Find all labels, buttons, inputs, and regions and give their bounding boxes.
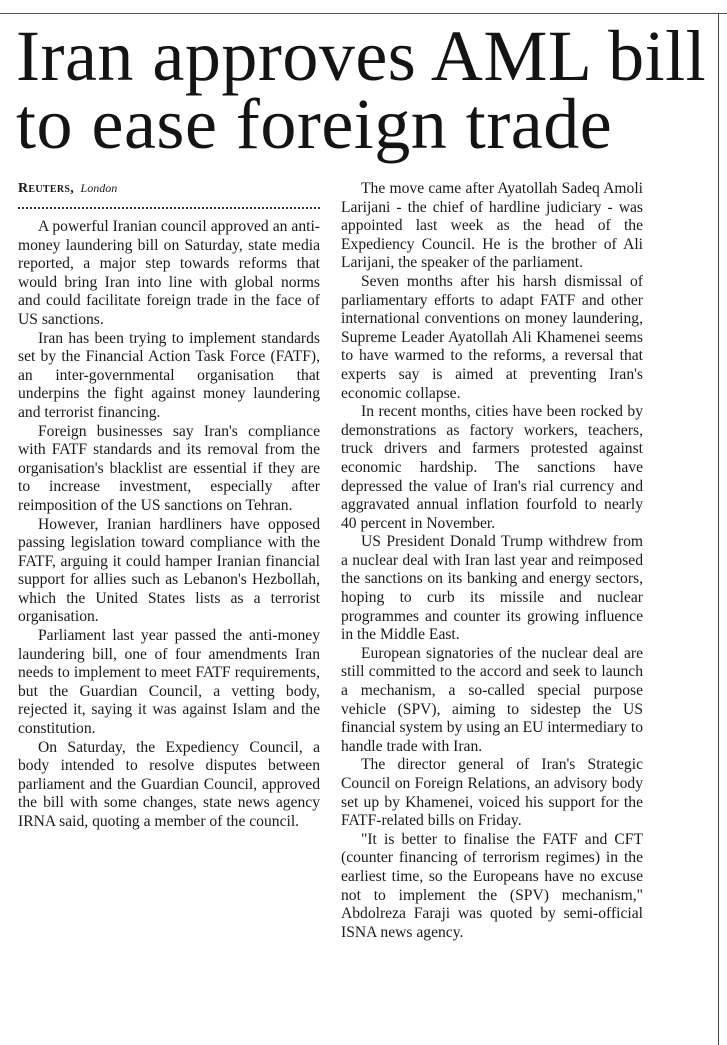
paragraph: In recent months, cities have been rocked by demonstrations as factory workers, teachers, truck drivers and farmers protested against economic hardship. The sanctions have depressed the value of Iran's rial currency and aggravated annual inflation fourfold to nearly 40 percent in November. (341, 403, 643, 532)
paragraph: Parliament last year passed the anti-money laundering bill, one of four amendments Iran needs to implement to meet FATF requirements, but the Guardian Council, a vetting body, rejected it, saying it was against Islam and the constitution. (18, 627, 320, 738)
right-column-rule (718, 13, 719, 1045)
article-column-1 (18, 218, 320, 832)
paragraph: Seven months after his harsh dismissal of parliamentary efforts to adapt FATF and other international conventions on money laundering, Supreme Leader Ayatollah Ali Khamenei seems to have warmed to the reforms, a reversal that experts say is aimed at preventing Iran's economic collapse. (341, 272, 643, 402)
top-rule (0, 13, 727, 14)
paragraph: On Saturday, the Expediency Council, a body intended to resolve disputes between parliament and the Guardian Council, approved the bill with some changes, state news agency IRNA said, quoting a member of the council. (18, 738, 320, 830)
byline (18, 181, 117, 197)
paragraph: European signatories of the nuclear deal are still committed to the accord and seek to launch a mechanism, a so-called special purpose vehicle (SPV), aiming to sidestep the US financial system by using an EU intermediary to handle trade with Iran. (341, 644, 643, 755)
byline-location: London (80, 181, 118, 195)
paragraph: "It is better to finalise the FATF and CFT (counter financing of terrorism regimes) in the earliest time, so the Europeans have no excuse not to implement the (SPV) mechanism," Abdolreza Faraji was quoted by semi-official ISNA news agency. (341, 830, 643, 941)
paragraph: However, Iranian hardliners have opposed passing legislation toward compliance with the FATF, arguing it could hamper Iranian financial support for allies such as Lebanon's Hezbollah, which the United States lists as a terrorist organisation. (18, 515, 320, 626)
paragraph: The move came after Ayatollah Sadeq Amoli Larijani - the chief of hardline judiciary - was appointed last week as the head of the Expediency Council. He is the brother of Ali Larijani, the speaker of the parliament. (341, 180, 643, 272)
paragraph: Foreign businesses say Iran's compliance with FATF standards and its removal from the organisation's blacklist are essential if they are to increase investment, especially after reimposition of the US sanctions on Tehran. (18, 422, 320, 514)
article-column-2 (341, 180, 643, 942)
dotted-divider (18, 207, 320, 209)
byline-source: Reuters, (18, 181, 75, 196)
headline: Iran approves AML bill to ease foreign trade (16, 16, 707, 164)
paragraph: US President Donald Trump withdrew from a nuclear deal with Iran last year and reimposed the sanctions on its banking and energy sectors, hoping to curb its missile and nuclear programmes and counter its growing influence in the Middle East. (341, 533, 643, 644)
paragraph: Iran has been trying to implement standards set by the Financial Action Task Force (FATF), an inter-governmental organisation that underpins the fight against money laundering and terrorist financing. (18, 329, 320, 421)
paragraph: The director general of Iran's Strategic Council on Foreign Relations, an advisory body set up by Khamenei, voiced his support for the FATF-related bills on Friday. (341, 756, 643, 830)
paragraph: A powerful Iranian council approved an anti-money laundering bill on Saturday, state media reported, a major step towards reforms that would bring Iran into line with global norms and could facilitate foreign trade in the face of US sanctions. (18, 218, 320, 328)
